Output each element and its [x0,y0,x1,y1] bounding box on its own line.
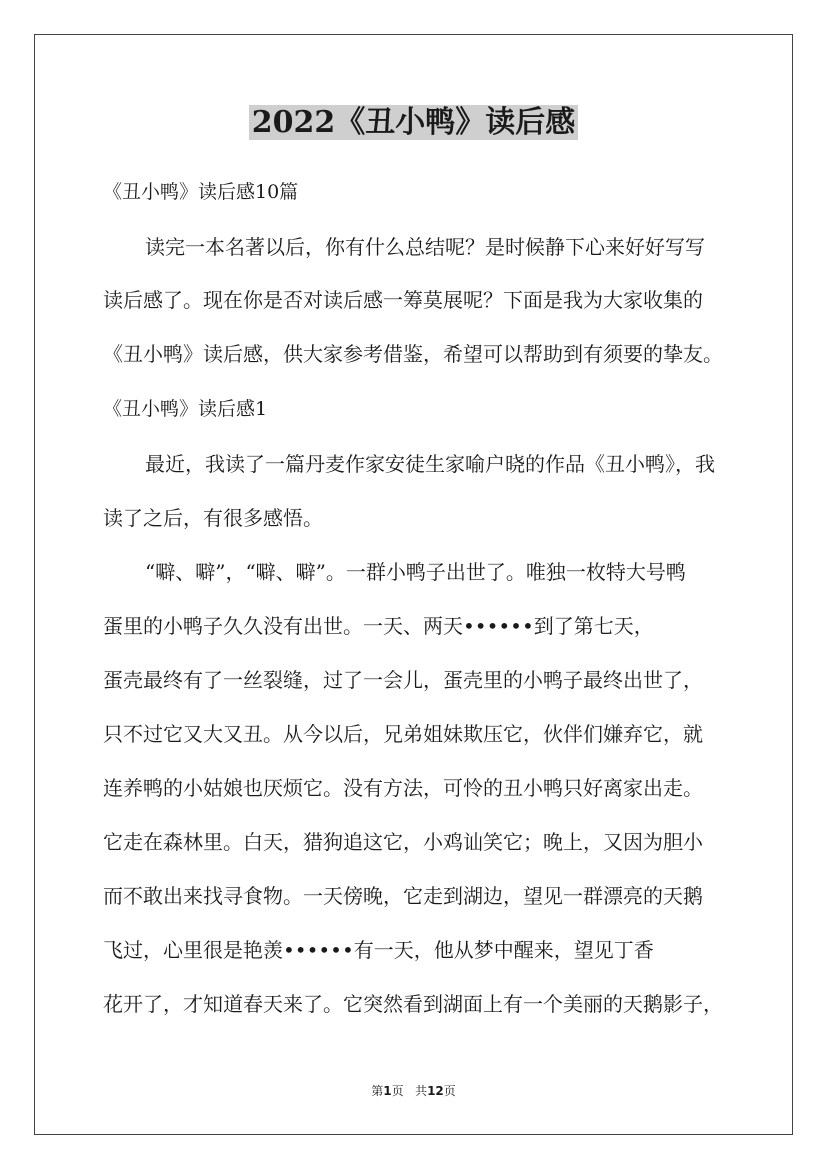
paragraph-line: 只不过它又大又丑。从今以后，兄弟姐妹欺压它，伙伴们嫌弃它，就 [103,722,703,746]
paragraph-line: 它走在森林里。白天，猎狗追这它，小鸡讪笑它；晚上，又因为胆小 [103,830,703,854]
paragraph-line: 连养鸭的小姑娘也厌烦它。没有方法，可怜的丑小鸭只好离家出走。 [103,776,703,800]
paragraph-line: 花开了，才知道春天来了。它突然看到湖面上有一个美丽的天鹅影子， [103,992,723,1016]
footer-total-prefix: 共 [415,1084,428,1098]
section-heading: 《丑小鸭》读后感1 [103,398,268,420]
paragraph-line: 蛋壳最终有了一丝裂缝，过了一会儿，蛋壳里的小鸭子最终出世了， [103,668,703,692]
paragraph-line: 读后感了。现在你是否对读后感一筹莫展呢？下面是我为大家收集的 [103,288,703,312]
document-subtitle: 《丑小鸭》读后感10篇 [103,181,299,203]
document-title-text: 2022《丑小鸭》读后感 [249,105,579,140]
page-footer [0,1083,827,1099]
total-pages: 12 [427,1084,444,1098]
footer-page-suffix: 页 [391,1084,404,1098]
footer-total-suffix: 页 [443,1084,456,1098]
paragraph-line: 而不敢出来找寻食物。一天傍晚，它走到湖边，望见一群漂亮的天鹅 [103,884,703,908]
paragraph-line: 飞过，心里很是艳羡••••••有一天，他从梦中醒来，望见丁香 [103,938,654,962]
paragraph-line: “噼、噼”，“噼、噼”。一群小鸭子出世了。唯独一枚特大号鸭 [145,560,686,584]
page-number: 1 [383,1084,392,1098]
document-title [0,101,827,145]
paragraph-line: 读了之后，有很多感悟。 [103,506,323,530]
paragraph-line: 读完一本名著以后，你有什么总结呢？是时候静下心来好好写写 [145,235,705,259]
footer-prefix: 第 [371,1084,384,1098]
paragraph-line: 蛋里的小鸭子久久没有出世。一天、两天••••••到了第七天， [103,614,654,638]
paragraph-line: 最近，我读了一篇丹麦作家安徒生家喻户晓的作品《丑小鸭》，我 [145,452,715,476]
paragraph-line: 《丑小鸭》读后感，供大家参考借鉴，希望可以帮助到有须要的挚友。 [103,342,723,366]
